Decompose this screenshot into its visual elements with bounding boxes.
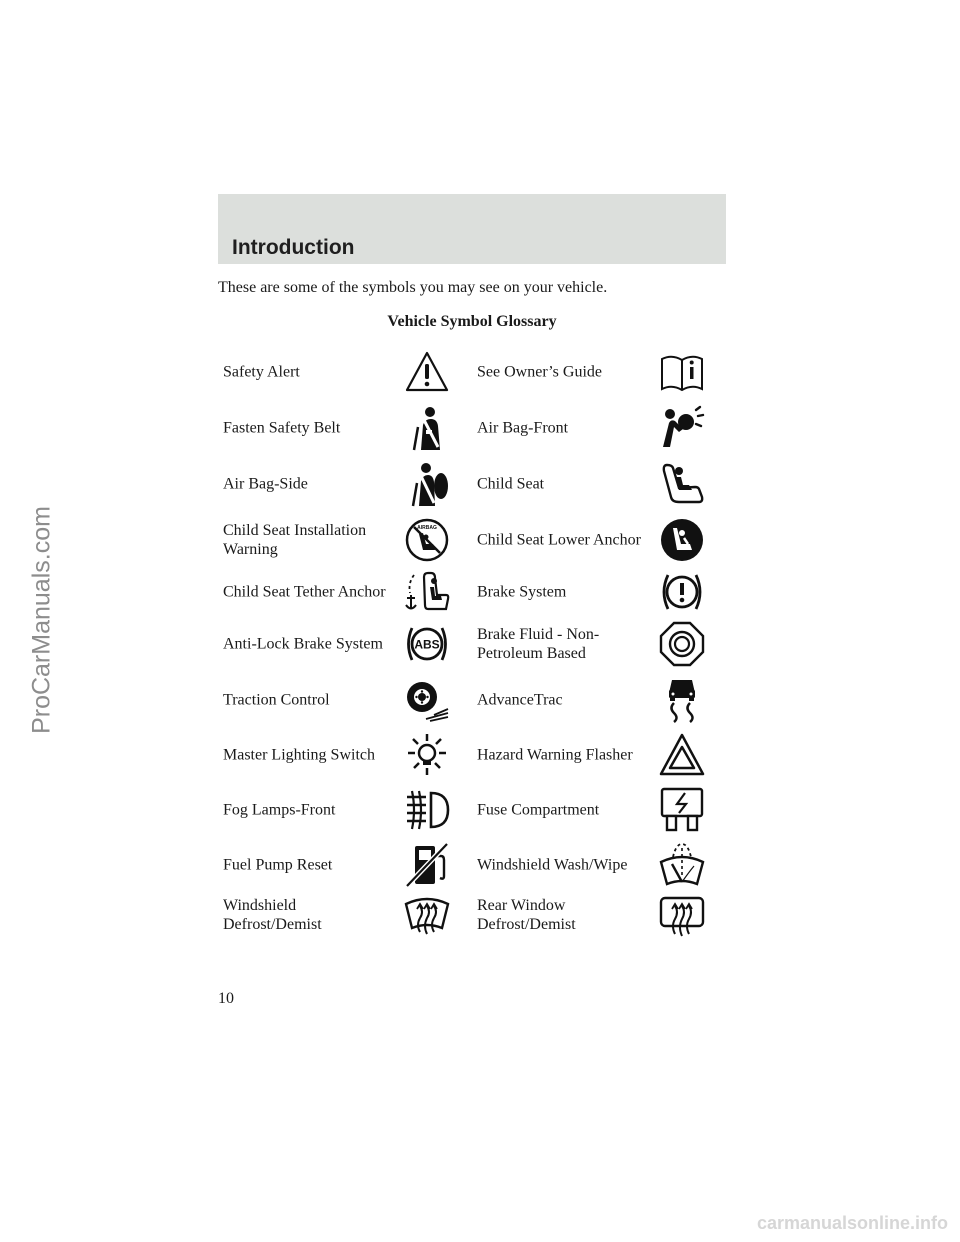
symbol-label: Air Bag-Front (477, 419, 569, 437)
symbol-row (0, 520, 960, 560)
symbol-row (0, 464, 960, 504)
symbol-label: Rear Window Defrost/Demist (477, 897, 576, 933)
symbol-label: Fasten Safety Belt (223, 419, 341, 437)
symbol-label: Child Seat Installation Warning (223, 522, 367, 558)
safety-alert-icon (404, 349, 450, 395)
windshield-defrost-icon (404, 892, 450, 938)
symbol-label: Hazard Warning Flasher (477, 746, 633, 764)
glossary-title: Vehicle Symbol Glossary (387, 313, 557, 330)
symbol-label: Child Seat Lower Anchor (477, 531, 641, 549)
air-bag-front-icon (659, 405, 705, 451)
symbol-label: Fuse Compartment (477, 801, 600, 819)
symbol-label: AdvanceTrac (477, 691, 563, 709)
abs-text: ABS (414, 637, 440, 652)
wash-wipe-icon (659, 842, 705, 888)
traction-control-icon (404, 677, 450, 723)
symbol-row (0, 845, 960, 885)
symbol-label: Child Seat (477, 475, 545, 493)
fuse-icon (659, 787, 705, 833)
symbol-row (0, 790, 960, 830)
symbol-label: Child Seat Tether Anchor (223, 583, 386, 601)
symbol-row (0, 680, 960, 720)
air-bag-side-icon (404, 461, 450, 507)
brake-system-icon (659, 569, 705, 615)
child-seat-icon (659, 461, 705, 507)
fog-lamps-icon (404, 787, 450, 833)
fuel-pump-reset-icon (404, 842, 450, 888)
symbol-label: Windshield Defrost/Demist (223, 897, 322, 933)
symbol-row (0, 895, 960, 935)
symbol-row (0, 572, 960, 612)
seat-belt-icon (404, 405, 450, 451)
symbol-row (0, 624, 960, 664)
symbol-label: Safety Alert (223, 363, 300, 381)
child-seat-lower-anchor-icon (659, 517, 705, 563)
symbol-label: Fuel Pump Reset (223, 856, 333, 874)
symbol-label: Brake Fluid - Non-Petroleum Based (477, 626, 600, 662)
abs-icon (404, 621, 450, 667)
hazard-warning-icon (659, 732, 705, 778)
symbol-label: Brake System (477, 583, 567, 601)
symbol-label: See Owner’s Guide (477, 363, 603, 381)
section-title: Introduction (232, 236, 355, 259)
brake-fluid-icon (659, 621, 705, 667)
child-seat-tether-anchor-icon (404, 569, 450, 615)
symbol-row (0, 408, 960, 448)
child-seat-installation-warning-icon (404, 517, 450, 563)
symbol-label: Windshield Wash/Wipe (477, 856, 628, 874)
symbol-label: Anti-Lock Brake System (223, 635, 383, 653)
owners-guide-icon (659, 349, 705, 395)
symbol-row (0, 735, 960, 775)
intro-text: These are some of the symbols you may see on your vehicle. (218, 279, 608, 296)
bottom-watermark: carmanualsonline.info (756, 1213, 948, 1233)
page-number: 10 (218, 990, 234, 1007)
master-lighting-switch-icon (404, 732, 450, 778)
side-watermark: ProCarManuals.com (27, 506, 56, 734)
symbol-label: Fog Lamps-Front (223, 801, 336, 819)
symbol-label: Air Bag-Side (223, 475, 308, 493)
advancetrac-icon (659, 677, 705, 723)
symbol-label: Traction Control (223, 691, 330, 709)
section-header-band (218, 194, 726, 264)
symbol-label: Master Lighting Switch (223, 746, 375, 764)
airbag-text: AIRBAG (417, 525, 437, 531)
rear-defrost-icon (659, 892, 705, 938)
symbol-row (0, 352, 960, 392)
